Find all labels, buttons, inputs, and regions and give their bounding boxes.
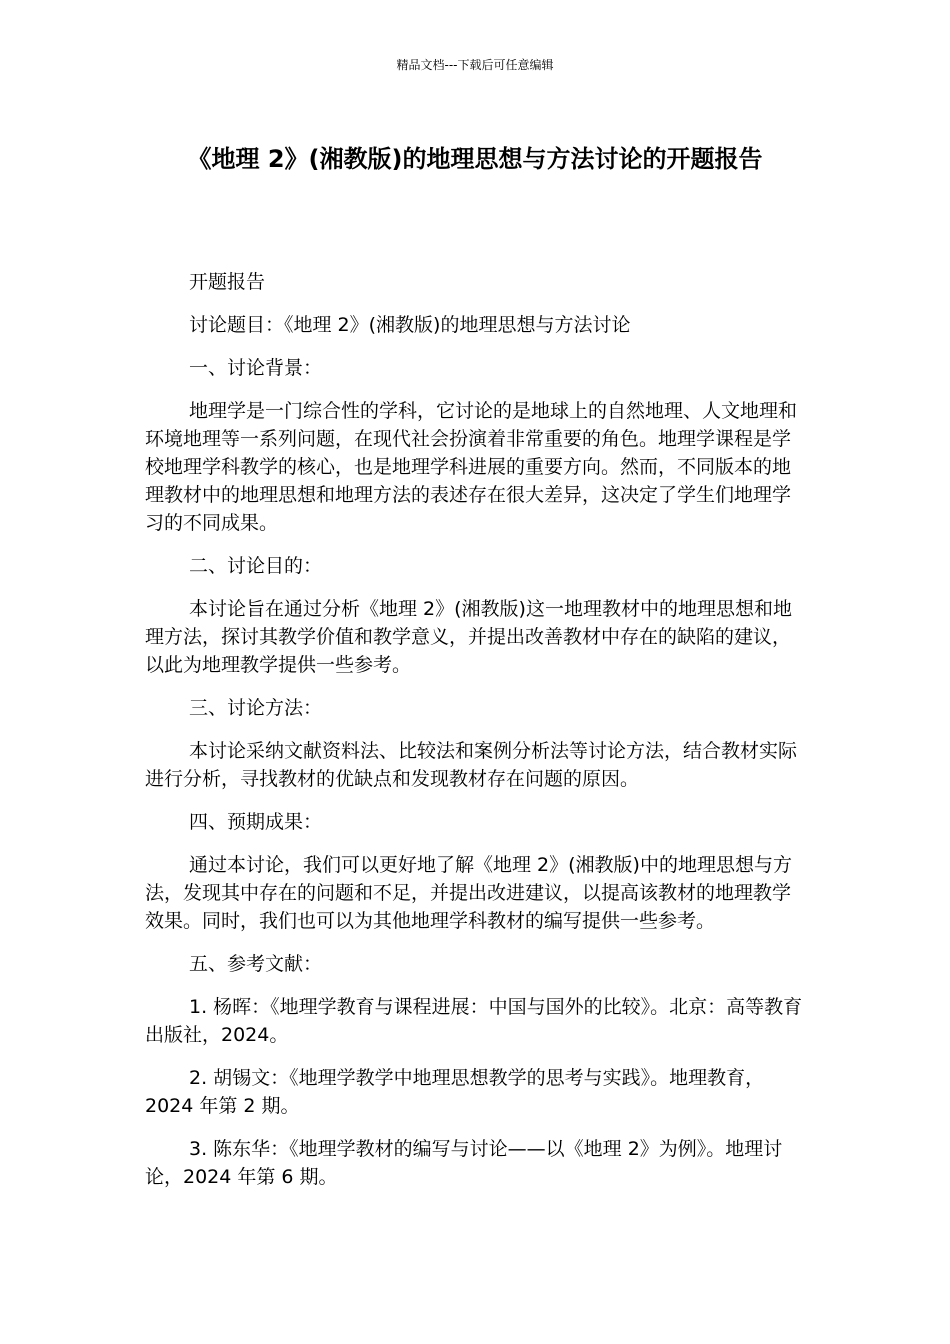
page-header-note: 精品文档---下载后可任意编辑 — [396, 58, 554, 72]
heading-method: 三、讨论方法： — [189, 697, 323, 719]
heading-purpose: 二、讨论目的： — [189, 555, 323, 577]
section-label-report: 开题报告 — [189, 271, 266, 293]
paragraph-method: 本讨论采纳文献资料法、比较法和案例分析法等讨论方法，结合教材实际进行分析，寻找教材的优缺点和发现教材存在问题的原因。 — [145, 740, 798, 790]
topic-line: 讨论题目：《地理 2》(湘教版)的地理思想与方法讨论 — [189, 314, 631, 336]
heading-references: 五、参考文献： — [189, 953, 323, 975]
paragraph-background: 地理学是一门综合性的学科，它讨论的是地球上的自然地理、人文地理和环境地理等一系列问题，在现代社会扮演着非常重要的角色。地理学课程是学校地理学科教学的核心，也是地理学科进展的重要方向。然而，不同版本的地理教材中的地理思想和地理方法的表述存在很大差异，这决定了学生们地理学习的不同成果。 — [145, 400, 798, 534]
paragraph-expected-results: 通过本讨论，我们可以更好地了解《地理 2》(湘教版)中的地理思想与方法，发现其中存在的问题和不足，并提出改进建议，以提高该教材的地理教学效果。同时，我们也可以为其他地理学科教材的编写提供一些参考。 — [145, 854, 792, 932]
document-title: 《地理 2》(湘教版)的地理思想与方法讨论的开题报告 — [187, 145, 763, 173]
reference-item: 3. 陈东华：《地理学教材的编写与讨论——以《地理 2》为例》。地理讨论，2024 年第 6 期。 — [145, 1138, 783, 1188]
heading-background: 一、讨论背景： — [189, 357, 323, 379]
document-body — [145, 268, 807, 1206]
heading-expected-results: 四、预期成果： — [189, 811, 323, 833]
reference-item: 2. 胡锡文：《地理学教学中地理思想教学的思考与实践》。地理教育，2024 年第 2 期。 — [145, 1067, 765, 1117]
paragraph-purpose: 本讨论旨在通过分析《地理 2》(湘教版)这一地理教材中的地理思想和地理方法，探讨其教学价值和教学意义，并提出改善教材中存在的缺陷的建议，以此为地理教学提供一些参考。 — [145, 598, 792, 676]
reference-item: 1. 杨晖：《地理学教育与课程进展：中国与国外的比较》。北京：高等教育出版社，2024。 — [145, 996, 803, 1046]
